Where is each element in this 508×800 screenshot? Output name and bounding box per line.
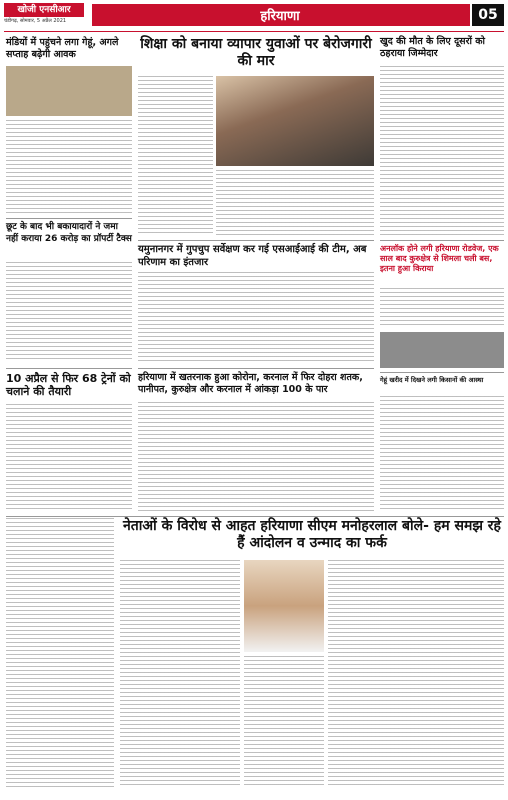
divider [138,240,374,241]
section-title: हरियाणा [260,9,300,24]
story-headline-unlock: अनलॉक होने लगी हरियाणा रोडवेज, एक साल बाद कुरुक्षेत्र से शिमला चली बस, इतना हुआ किराया [380,244,499,273]
story-body-bottom-list [6,518,114,788]
story-body-wheat [6,120,132,215]
story-body-right [380,66,504,238]
divider [6,516,504,517]
story-body-yamunanagar [138,272,374,362]
divider [380,240,504,241]
newspaper-logo: खोजी एनसीआर [4,3,84,17]
story-body-bottom-col2 [244,656,324,788]
divider [380,372,504,373]
story-body-corona [138,402,374,512]
divider [138,368,374,369]
story-body-trains [6,404,132,512]
masthead [0,0,508,30]
story-headline-yamunanagar: यमुनानगर में गुपचुप सर्वेक्षण कर गई एसआईआई की टीम, अब परिणाम का इंतजार [138,244,367,268]
divider [6,218,132,219]
main-headline: शिक्षा को बनाया व्यापार युवाओं पर बेरोजगारी की मार [140,36,372,69]
story-body-bottom-col1 [120,560,240,788]
page-number: 05 [472,4,504,26]
story-photo-cm [244,560,324,652]
story-headline-wheat: मंडियों में पहुंचने लगा गेहूं, अगले सप्ताह बढ़ेगी आवक [6,37,119,60]
dateline: चंडीगढ़, सोमवार, 5 अप्रैल 2021 [4,18,67,24]
masthead-rule [4,31,504,32]
story-body-small [380,396,504,512]
story-photo-bus [380,332,504,368]
story-headline-corona: हरियाणा में खतरनाक हुआ कोरोना, करनाल में फिर दोहरा शतक, पानीपत, कुरुक्षेत्र और करनाल में आंकड़ा 100 के पार [138,372,363,395]
divider [6,368,132,369]
story-body-property-tax [6,262,132,362]
story-headline-bottom: नेताओं के विरोध से आहत हरियाणा सीएम मनोहरलाल बोले- हम समझ रहे हैं आंदोलन व उन्माद का फर्क [123,518,501,551]
story-headline-property-tax: छूट के बाद भी बकायादारों ने जमा नहीं कराया 26 करोड़ का प्रॉपर्टी टैक्स [6,222,132,244]
story-headline-trains: 10 अप्रैल से फिर 68 ट्रेनों को चलाने की तैयारी [6,372,131,398]
story-photo-wheat [6,66,132,116]
main-story-body-col1 [138,76,213,236]
story-body-unlock-a [380,288,504,328]
story-headline-right: खुद की मौत के लिए दूसरों को ठहराया जिम्मेदार [380,36,485,59]
story-body-bottom-col3 [328,560,504,788]
main-story-body-col2 [216,170,374,236]
main-story-photo-speaker [216,76,374,166]
story-headline-small: गेहूं खरीद में दिखने लगी किसानों की आस्था [380,376,484,384]
